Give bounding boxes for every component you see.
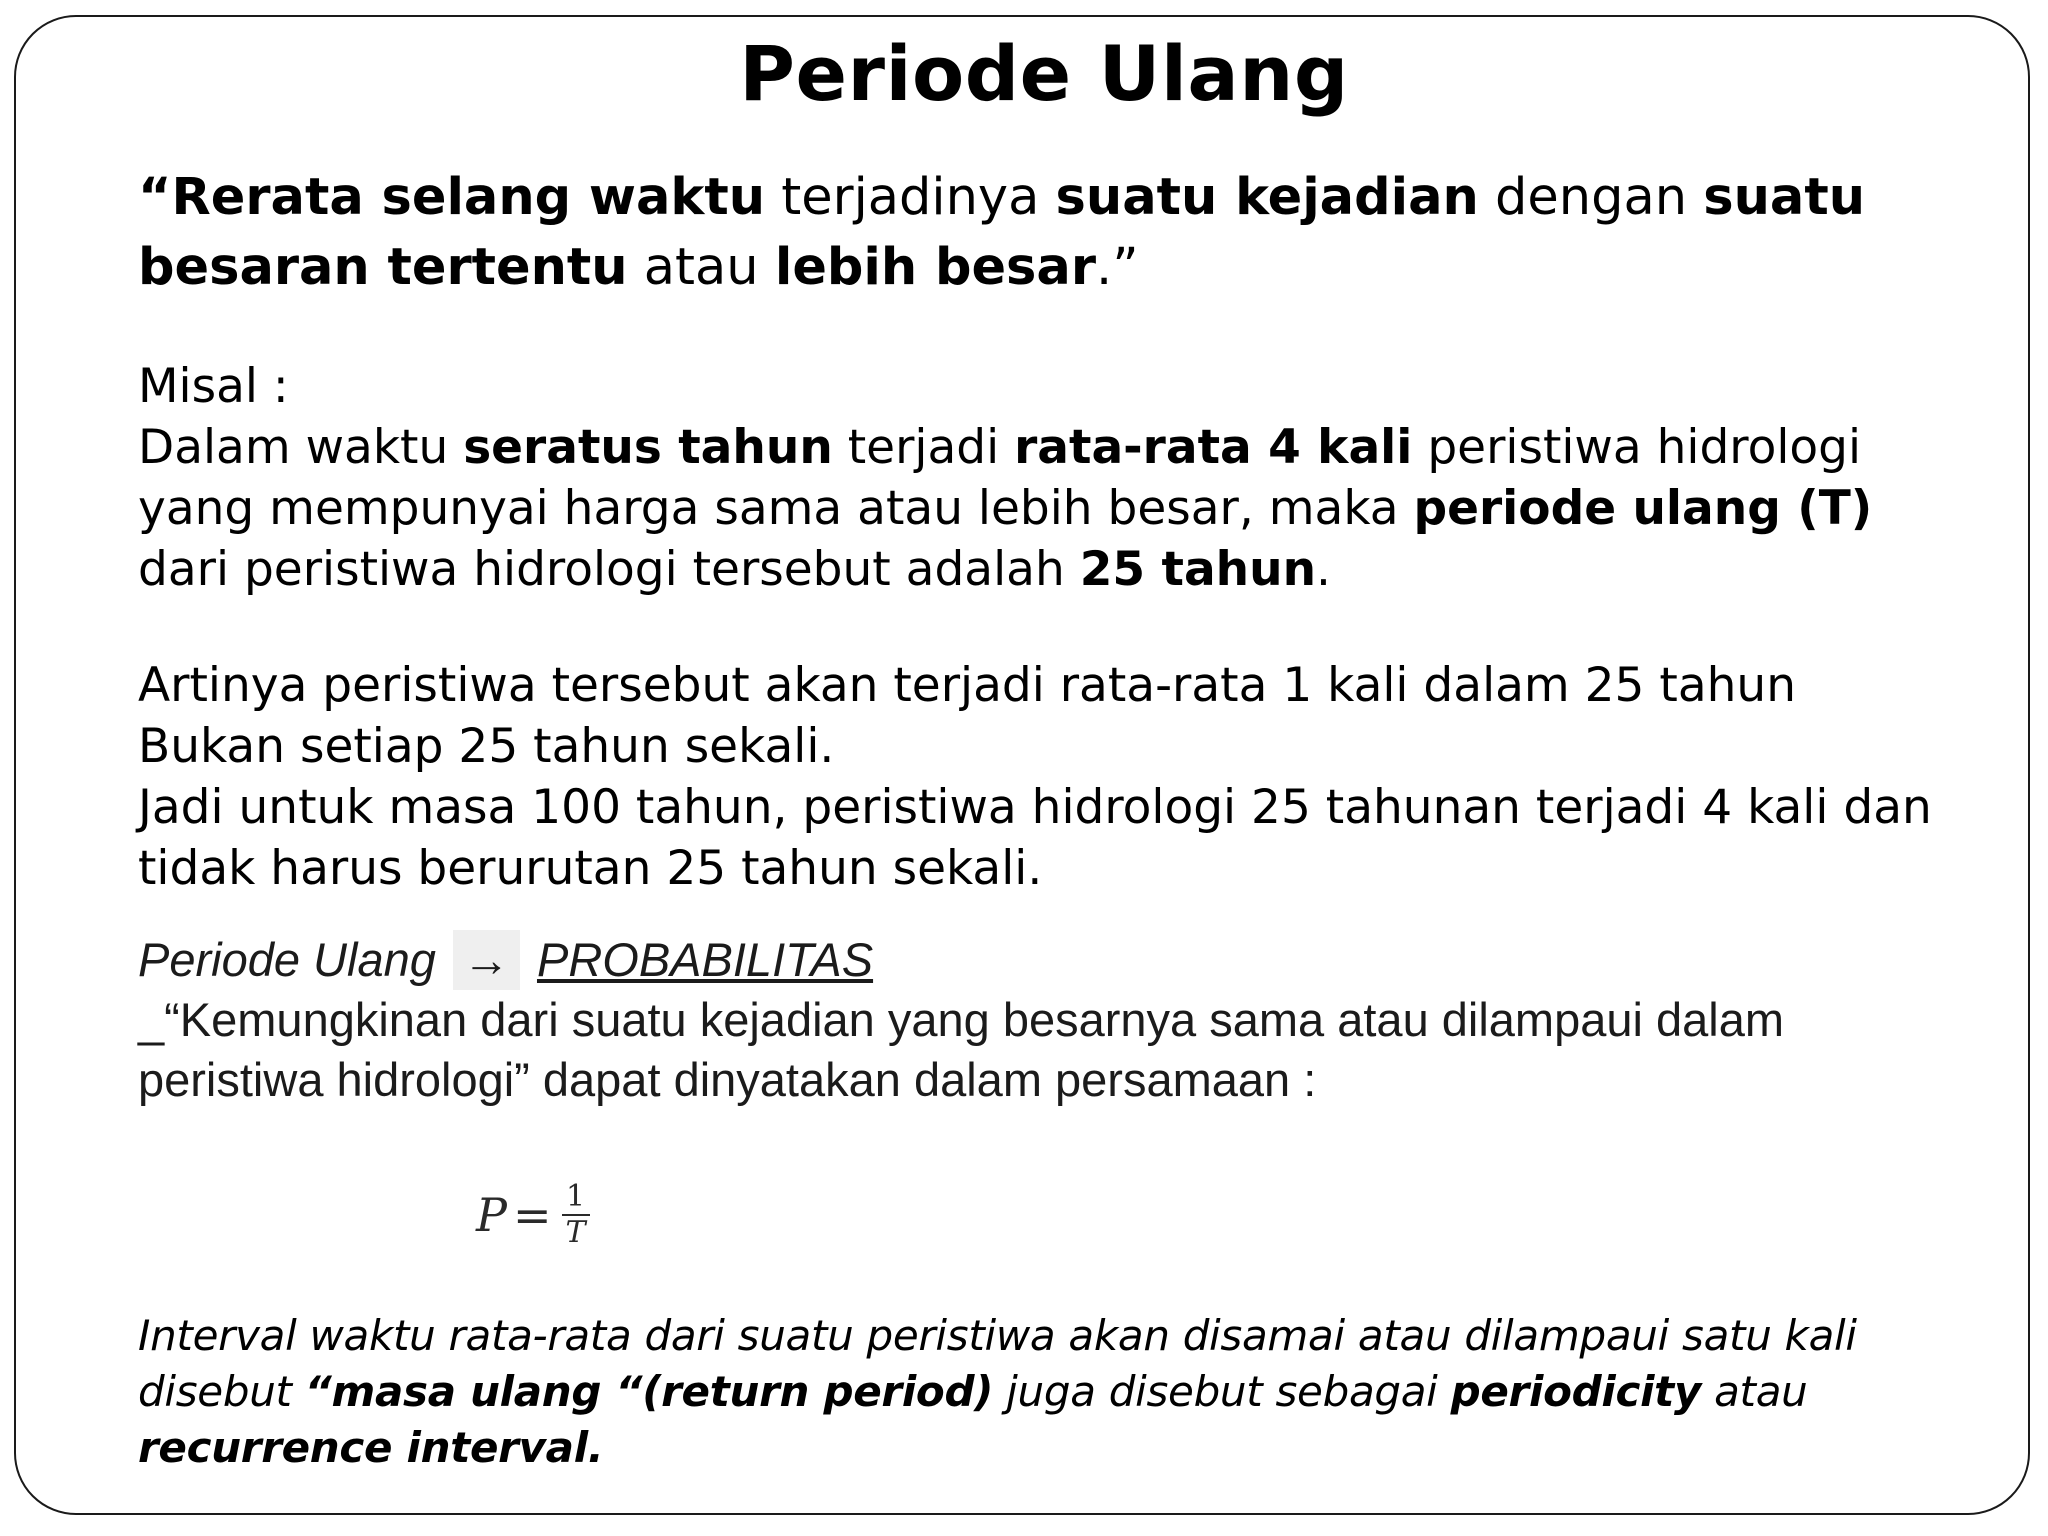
slide-title: Periode Ulang: [739, 29, 1349, 118]
probability-formula: [476, 1180, 590, 1250]
definition-text: atau: [627, 238, 775, 297]
explanation-line: Artinya peristiwa tersebut akan terjadi rata-rata 1 kali dalam 25 tahun: [138, 658, 1796, 713]
probability-heading: [138, 930, 1968, 990]
formula-denominator: T: [565, 1215, 586, 1250]
example-text: dari peristiwa hidrologi tersebut adalah: [138, 542, 1080, 597]
explanation-paragraph: [138, 655, 1968, 899]
example-body: [138, 417, 1968, 600]
example-emphasis: periode ulang (T): [1413, 481, 1873, 536]
definition-text: dengan: [1478, 168, 1704, 227]
formula-numerator: 1: [565, 1179, 586, 1214]
explanation-line: Jadi untuk masa 100 tahun, peristiwa hidrologi 25 tahunan terjadi 4 kali dan tidak harus berurutan 25 tahun sekali.: [138, 780, 1932, 896]
definition-text: .”: [1095, 238, 1139, 297]
definition-term: suatu besaran tertentu: [138, 168, 1866, 297]
example-emphasis: seratus tahun: [463, 420, 833, 475]
formula-lhs: P: [476, 1188, 507, 1242]
probability-term: PROBABILITAS: [536, 933, 874, 986]
example-text: Dalam waktu: [138, 420, 464, 475]
example-paragraph: [138, 356, 1968, 600]
formula-fraction: [562, 1180, 590, 1250]
footnote-paragraph: [138, 1308, 1968, 1476]
example-text: terjadi: [832, 420, 1015, 475]
footnote-term: recurrence interval.: [138, 1423, 604, 1472]
example-emphasis: rata-rata 4 kali: [1014, 420, 1413, 475]
example-label: Misal :: [138, 359, 289, 414]
probability-heading-label: Periode Ulang: [138, 933, 436, 986]
footnote-text: juga disebut sebagai: [993, 1367, 1451, 1416]
definition-term: “Rerata selang waktu: [138, 168, 766, 227]
example-text: peristiwa hidrologi yang mempunyai harga sama atau lebih besar, maka: [138, 420, 1862, 536]
probability-quote: _“Kemungkinan dari suatu kejadian yang besarnya sama atau dilampaui dalam peristiwa hidrologi” dapat dinyatakan dalam persamaan :: [138, 993, 1785, 1106]
footnote-text: Interval waktu rata-rata dari suatu peristiwa akan disamai atau dilampaui satu kali disebut: [138, 1311, 1857, 1416]
explanation-line: Bukan setiap 25 tahun sekali.: [138, 719, 835, 774]
formula-equals: =: [512, 1188, 552, 1242]
definition-paragraph: [138, 163, 1968, 303]
footnote-term: periodicity: [1450, 1367, 1702, 1416]
definition-text: terjadinya: [765, 168, 1056, 227]
footnote-text: atau: [1701, 1367, 1808, 1416]
example-emphasis: 25 tahun: [1079, 542, 1317, 597]
probability-section: [138, 930, 1968, 1110]
definition-term: suatu kejadian: [1055, 168, 1479, 227]
footnote-term: “masa ulang “(return period): [304, 1367, 994, 1416]
example-text: .: [1316, 542, 1331, 597]
arrow-right-icon: →: [453, 930, 520, 990]
definition-term: lebih besar: [774, 238, 1096, 297]
